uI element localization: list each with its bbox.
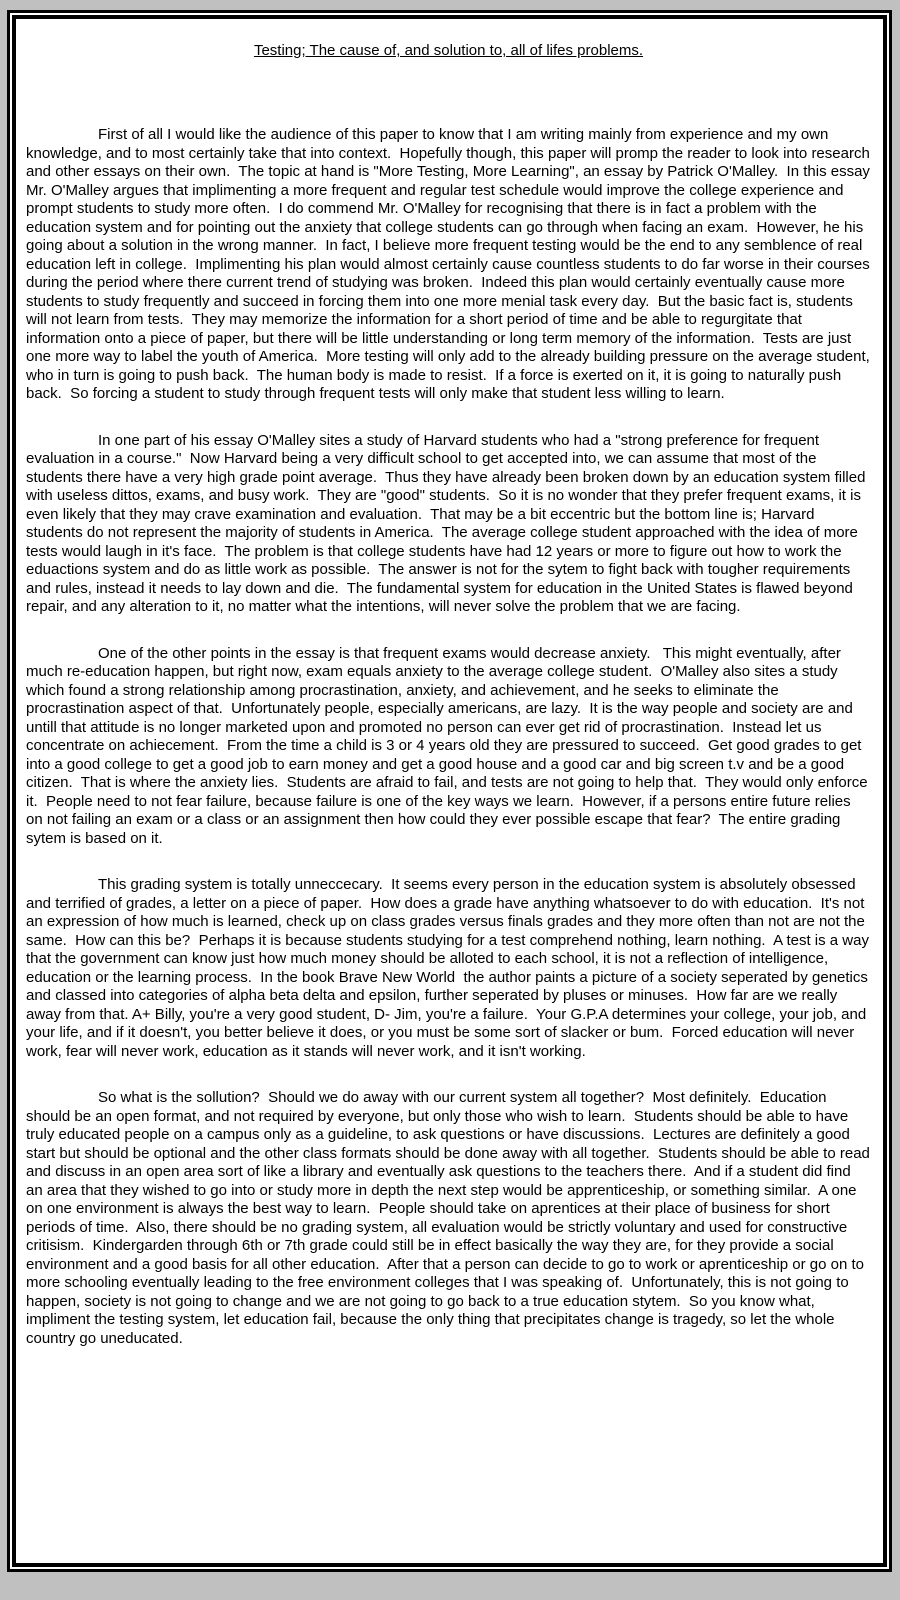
page-title: Testing; The cause of, and solution to, all of lifes problems.: [253, 42, 644, 59]
essay-paragraph-1: First of all I would like the audience of this paper to know that I am writing mainly from experience and my own knowledge, and to most certainly take that into context. Hopefully though, this paper will promp the reader to look into research and other essays on their own. The topic at hand is "More Testing, More Learning", an essay by Patrick O'Malley. In this essay Mr. O'Malley argues that implimenting a more frequent and regular test schedule would improve the college experience and prompt students to study more often. I do commend Mr. O'Malley for recognising that there is in fact a problem with the education system and for pointing out the anxiety that college students can go through when facing an exam. However, he his going about a solution in the wrong manner. In fact, I believe more frequent testing would be the end to any semblence of real education left in college. Implimenting his plan would almost certainly cause countless students to do far worse in their courses during the period where there current trend of studying was broken. Indeed this plan would certainly eventually cause more students to study frequently and succeed in forcing them into one more menial task every day. But the basic fact is, students will not learn from tests. They may memorize the information for a short period of time and be able to regurgitate that information onto a piece of paper, but there will be little understanding or long term memory of the information. Tests are just one more way to label the youth of America. More testing will only add to the already building pressure on the average student, who in turn is going to push back. The human body is made to resist. If a force is exerted on it, it is going to naturally push back. So forcing a student to study through frequent tests will only make that student less willing to learn.: [26, 126, 875, 402]
essay-paragraph-4: This grading system is totally unneccecary. It seems every person in the education system is absolutely obsessed and terrified of grades, a letter on a piece of paper. How does a grade have anything whatsoever to do with education. It's not an expression of how much is learned, check up on class grades versus finals grades and they more often than not are not the same. How can this be? Perhaps it is because students studying for a test comprehend nothing, learn nothing. A test is a way that the government can know just how much money should be alloted to each school, it is not a reflection of intelligence, education or the learning process. In the book Brave New World the author paints a picture of a society seperated by genetics and classed into categories of alpha beta delta and epsilon, further seperated by pluses or minuses. How far are we really away from that. A+ Billy, you're a very good student, D- Jim, you're a failure. Your G.P.A determines your college, your job, and your life, and if it doesn't, you better believe it does, or you must be some sort of slacker or bum. Forced education will never work, fear will never work, education as it stands will never work, and it isn't working.: [26, 876, 874, 1060]
essay-paragraph-5: So what is the sollution? Should we do away with our current system all together? Most definitely. Education should be an open format, and not required by everyone, but only those who wish to learn. Students should be able to have truly educated people on a campus only as a guideline, to ask questions or have discussions. Lectures are definitely a good start but should be optional and the other class formats should be done away with all together. Students should be able to read and discuss in an open area sort of like a library and eventually ask questions to the teachers there. And if a student did find an area that they wished to go into or study more in depth the next step would be apprenticeship, or something similar. A one on one environment is always the best way to learn. People should take on aprentices at their place of business for short periods of time. Also, there should be no grading system, all evaluation would be strictly voluntary and used for constructive critisism. Kindergarden through 6th or 7th grade could still be in effect basically the way they are, for they provide a social environment and a good basis for all other education. After that a person can decide to go to work or aprenticeship or go on to more schooling eventually leading to the free environment colleges that I was speaking of. Unfortunately, this is not going to happen, society is not going to change and we are not going to go back to a true education stytem. So you know what, impliment the testing system, let education fail, because the only thing that precipitates change is tragedy, so let the whole country go uneducated.: [26, 1089, 875, 1347]
essay-paragraph-3: One of the other points in the essay is that frequent exams would decrease anxiety. This might eventually, after much re-education happen, but right now, exam equals anxiety to the average college student. O'Malley also sites a study which found a strong relationship among procrastination, anxiety, and achievement, and he seeks to eliminate the procrastination aspect of that. Unfortunately people, especially americans, are lazy. It is the way people and society are and untill that attitude is no longer marketed upon and promoted no person can ever get rid of procrastination. Instead let us concentrate on achiecement. From the time a child is 3 or 4 years old they are pressured to succeed. Get good grades to get into a good college to get a good job to earn money and get a good house and a good car and big screen t.v and be a good citizen. That is where the anxiety lies. Students are afraid to fail, and tests are not going to help that. They would only enforce it. People need to not fear failure, because failure is one of the key ways we learn. However, if a persons entire future relies on not failing an exam or a class or an assignment then how could they ever possible escape that fear? The entire grading sytem is based on it.: [26, 644, 872, 847]
essay-paragraph-2: In one part of his essay O'Malley sites a study of Harvard students who had a "strong preference for frequent evaluation in a course." Now Harvard being a very difficult school to get accepted into, we can assume that most of the students there have a very high grade point average. Thus they have already been broken down by an education system filled with useless dittos, exams, and busy work. They are "good" students. So it is no wonder that they prefer frequent exams, it is even likely that they may crave examination and evaluation. That may be a bit eccentric but the bottom line is; Harvard students do not represent the majority of students in America. The average college student approached with the idea of more tests would laugh in it's face. The problem is that college students have had 12 years or more to figure out how to work the eduactions system and do as little work as possible. The answer is not for the sytem to fight back with tougher requirements and rules, instead it needs to lay down and die. The fundamental system for education in the United States is flawed beyond repair, and any alteration to it, no matter what the intentions, will never solve the problem that we are facing.: [26, 431, 870, 615]
page-frame: [7, 10, 892, 1572]
page-inner-border: [12, 15, 887, 1567]
essay-content: [16, 19, 883, 1348]
